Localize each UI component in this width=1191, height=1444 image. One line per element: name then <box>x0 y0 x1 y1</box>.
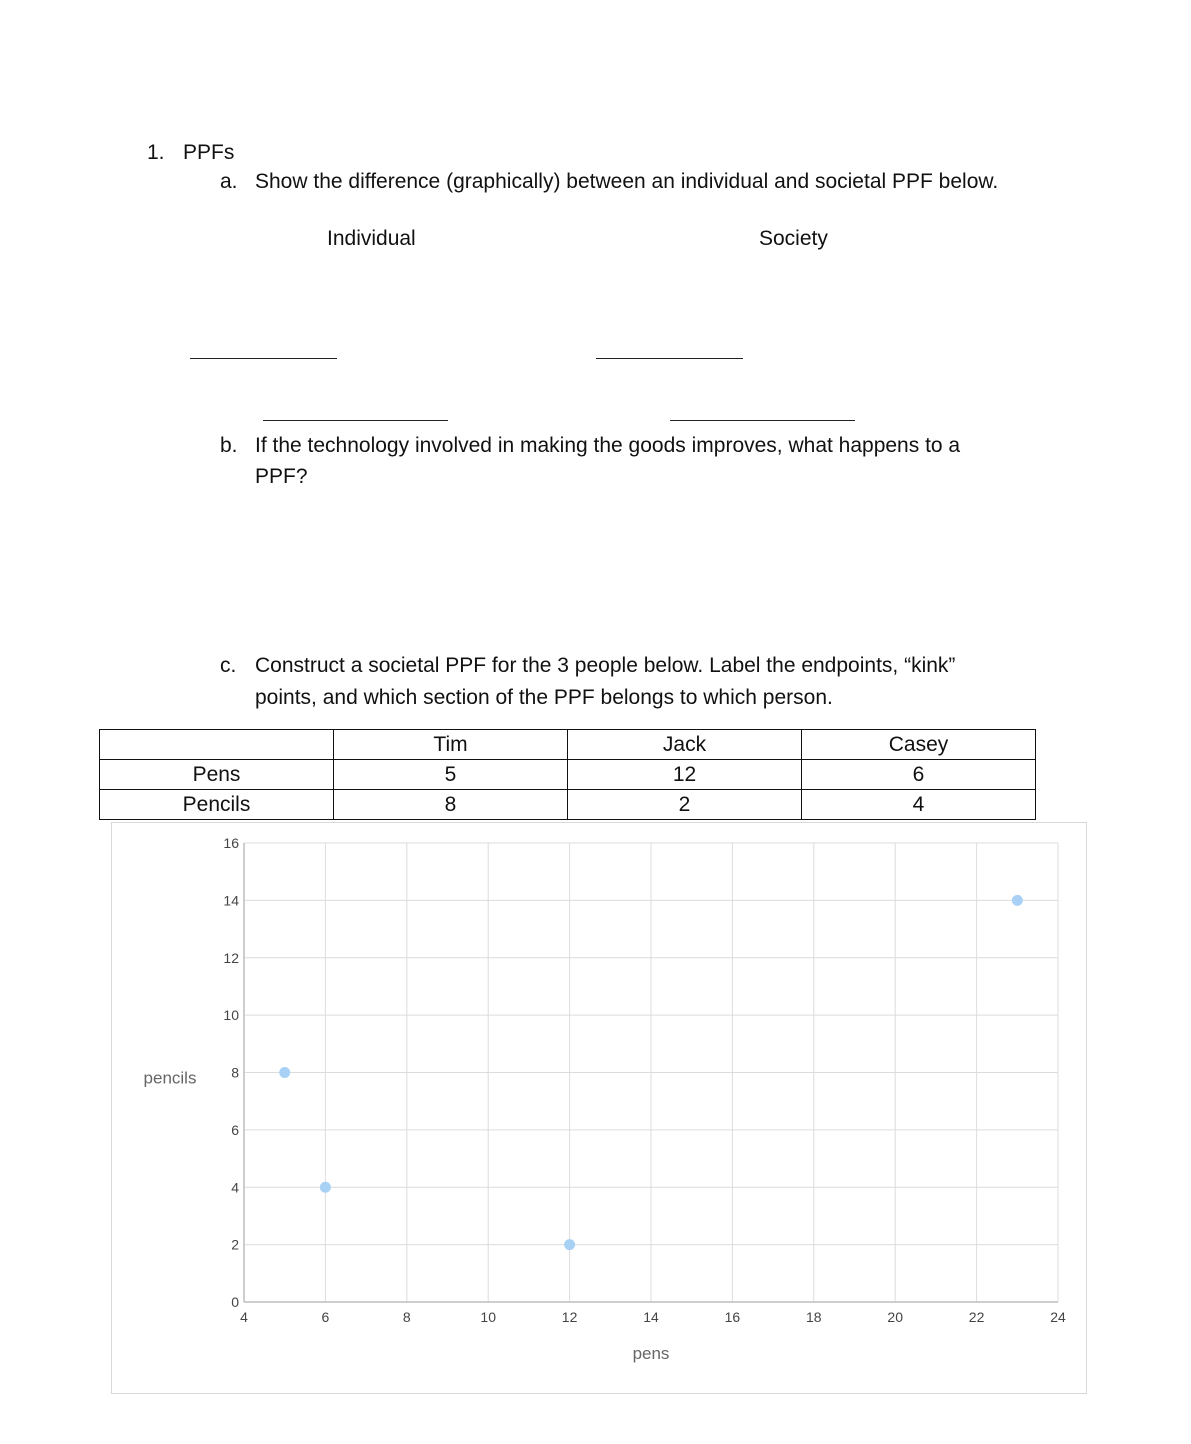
table-cell: 6 <box>802 760 1036 790</box>
y-tick-label: 6 <box>231 1121 239 1138</box>
part-c-line2: points, and which section of the PPF belongs to which person. <box>255 686 833 709</box>
data-point <box>1012 895 1023 906</box>
x-tick-label: 10 <box>480 1309 496 1325</box>
question-number: 1. <box>147 141 165 164</box>
table-cell: 12 <box>568 760 802 790</box>
table-row <box>100 790 1036 820</box>
table-header-cell: Jack <box>568 730 802 760</box>
table-header-row <box>100 730 1036 760</box>
y-tick-label: 4 <box>231 1179 239 1196</box>
x-tick-label: 8 <box>402 1309 411 1325</box>
x-tick-label: 12 <box>561 1309 578 1325</box>
answer-line <box>263 420 448 421</box>
chart-svg <box>112 823 1086 1393</box>
x-tick-label: 18 <box>806 1309 822 1325</box>
table-cell: 5 <box>334 760 568 790</box>
answer-line <box>190 358 337 359</box>
x-tick-label: 4 <box>240 1309 248 1325</box>
table-cell: 2 <box>568 790 802 820</box>
data-point <box>564 1239 575 1250</box>
x-tick-label: 14 <box>643 1309 659 1325</box>
part-b-letter: b. <box>220 434 238 457</box>
table-header-cell: Casey <box>802 730 1036 760</box>
table-row <box>100 760 1036 790</box>
part-c-letter: c. <box>220 654 237 677</box>
answer-line <box>596 358 743 359</box>
y-tick-label: 14 <box>223 892 239 909</box>
answer-line <box>670 420 855 421</box>
x-axis-title: pens <box>632 1344 670 1363</box>
part-a-letter: a. <box>220 170 238 193</box>
x-tick-label: 16 <box>724 1309 741 1325</box>
x-tick-label: 24 <box>1050 1309 1066 1325</box>
y-tick-label: 16 <box>223 835 239 851</box>
part-b-line2: PPF? <box>255 465 308 488</box>
society-label: Society <box>759 227 828 250</box>
table-cell: Pencils <box>100 790 334 820</box>
y-tick-label: 0 <box>231 1294 239 1310</box>
table-cell: Pens <box>100 760 334 790</box>
part-b-line1: If the technology involved in making the goods improves, what happens to a <box>255 434 961 457</box>
part-c-line1: Construct a societal PPF for the 3 people below. Label the endpoints, “kink” <box>255 654 956 677</box>
table-header-cell: Tim <box>334 730 568 760</box>
table-header-cell <box>100 730 334 760</box>
x-tick-label: 22 <box>968 1309 985 1325</box>
x-tick-label: 6 <box>321 1309 330 1325</box>
table-cell: 4 <box>802 790 1036 820</box>
y-tick-label: 8 <box>231 1064 239 1081</box>
y-tick-label: 2 <box>231 1236 239 1253</box>
data-point <box>320 1182 331 1193</box>
scatter-chart <box>111 822 1087 1394</box>
y-tick-label: 10 <box>223 1007 239 1024</box>
y-axis-title: pencils <box>143 1068 197 1088</box>
production-table <box>99 729 1036 820</box>
x-tick-label: 20 <box>887 1309 903 1325</box>
part-a-text: Show the difference (graphically) between an individual and societal PPF below. <box>255 170 999 193</box>
y-tick-label: 12 <box>223 949 239 966</box>
question-title: PPFs <box>183 141 235 164</box>
individual-label: Individual <box>327 227 416 250</box>
data-point <box>279 1067 290 1078</box>
table-cell: 8 <box>334 790 568 820</box>
